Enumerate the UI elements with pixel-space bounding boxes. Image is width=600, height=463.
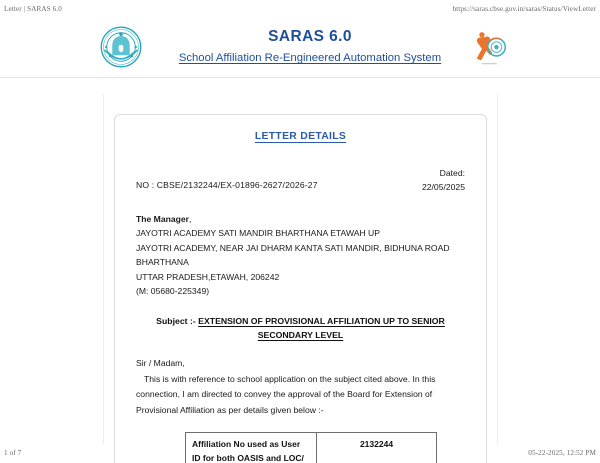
cbse-emblem-icon bbox=[98, 24, 144, 70]
print-header-url: https://saras.cbse.gov.in/saras/Status/ViewLetter bbox=[452, 5, 596, 13]
address-line: JAYOTRI ACADEMY, NEAR JAI DHARM KANTA SATI MANDIR, BIDHUNA ROAD bbox=[136, 242, 450, 253]
banner-title-block bbox=[160, 27, 460, 65]
dated-value: 22/05/2025 bbox=[421, 182, 465, 192]
address-line: UTTAR PRADESH,ETAWAH, 206242 bbox=[136, 271, 280, 282]
recipient-address-block bbox=[132, 212, 469, 298]
print-footer bbox=[0, 446, 600, 460]
letter-paragraph bbox=[136, 372, 459, 419]
address-line: BHARTHANA bbox=[136, 257, 189, 268]
site-banner bbox=[0, 16, 600, 78]
print-header bbox=[0, 2, 600, 16]
table-cell-label: Affiliation No used as User ID for both OASIS and LOC/ bbox=[186, 433, 317, 463]
letter-body bbox=[132, 356, 469, 418]
address-line: (M: 05680-225349) bbox=[136, 286, 210, 297]
print-footer-page: 1 of 7 bbox=[4, 449, 22, 457]
subject-label: Subject :- bbox=[156, 316, 199, 327]
letter-card bbox=[114, 114, 487, 463]
letter-dated-block bbox=[422, 166, 465, 194]
print-footer-timestamp: 05-22-2025, 12:52 PM bbox=[528, 449, 596, 457]
subject-text: EXTENSION OF PROVISIONAL AFFILIATION UP TO SENIOR SECONDARY LEVEL bbox=[198, 316, 445, 341]
letter-details-heading: LETTER DETAILS bbox=[254, 131, 347, 142]
recipient-title-comma: , bbox=[189, 214, 192, 224]
letter-number-dated-row bbox=[132, 166, 469, 206]
table-cell-value: 2132244 bbox=[317, 433, 437, 463]
letter-paragraph-text: This is with reference to school application on the subject cited above. In this connection, I am directed to convey the approval of the Board for Extension of Provisional Affiliation as per details given below :- bbox=[136, 373, 436, 415]
recipient-title: The Manager bbox=[136, 214, 190, 224]
page-subtitle: School Affiliation Re-Engineered Automation System bbox=[178, 52, 442, 64]
dated-label: Dated: bbox=[439, 168, 465, 178]
page-title: SARAS 6.0 bbox=[268, 28, 352, 45]
recipient-title-line bbox=[136, 212, 469, 226]
address-line: JAYOTRI ACADEMY SATI MANDIR BHARTHANA ETAWAH UP bbox=[136, 228, 381, 239]
letter-greeting: Sir / Madam, bbox=[136, 358, 185, 369]
saras-figure-icon bbox=[466, 26, 512, 70]
letter-page-area bbox=[103, 94, 498, 463]
letter-number: NO : CBSE/2132244/EX-01896-2627/2026-27 bbox=[136, 180, 318, 190]
letter-subject bbox=[132, 314, 469, 342]
print-header-title: Letter | SARAS 6.0 bbox=[4, 5, 62, 13]
